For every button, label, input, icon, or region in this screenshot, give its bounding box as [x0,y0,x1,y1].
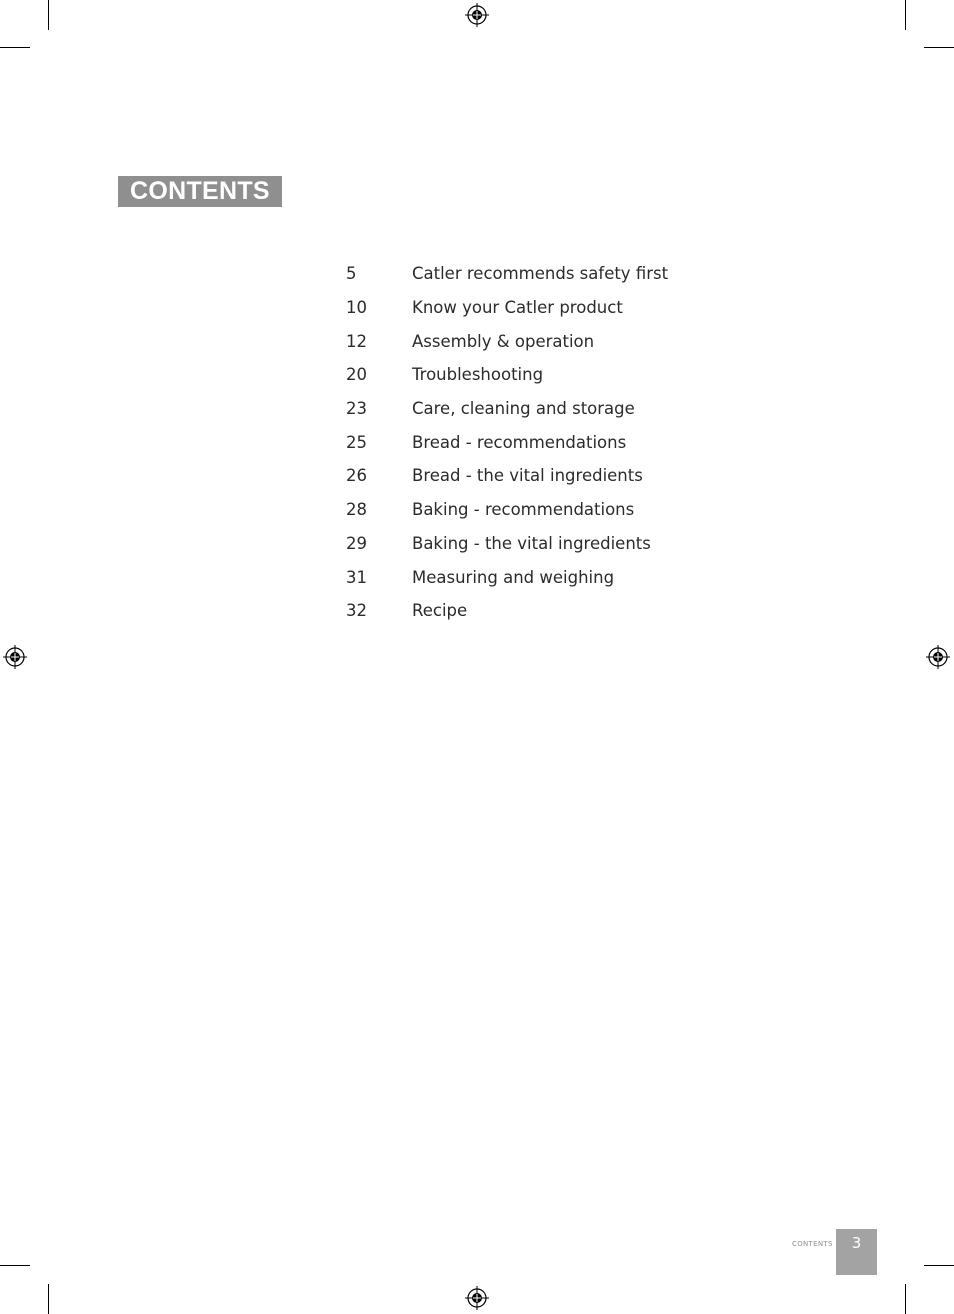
toc-page-number: 12 [346,331,367,351]
toc-entry[interactable] [346,358,668,392]
registration-mark-icon [464,1285,490,1311]
toc-entry[interactable] [346,324,668,358]
toc-page-number: 20 [346,365,367,385]
toc-entry[interactable] [346,493,668,527]
toc-entry[interactable] [346,392,668,426]
toc-entry[interactable] [346,257,668,291]
crop-mark-bottom-left-horizontal [0,1265,30,1266]
toc-title: Baking - the vital ingredients [412,533,651,553]
toc-page-number: 23 [346,399,367,419]
crop-mark-top-left-horizontal [0,47,30,48]
toc-title: Catler recommends safety first [412,264,669,284]
toc-page-number: 5 [346,264,357,284]
toc-page-number: 32 [346,601,367,621]
crop-mark-top-right-vertical [905,0,906,30]
toc-title: Assembly & operation [412,331,595,351]
toc-title: Care, cleaning and storage [412,399,635,419]
toc-title: Know your Catler product [412,298,623,318]
toc-page-number: 25 [346,432,367,452]
toc-title: Bread - the vital ingredients [412,466,643,486]
toc-title: Baking - recommendations [412,500,635,520]
footer-section-label: CONTENTS [792,1240,833,1248]
toc-title: Troubleshooting [412,365,544,385]
page-number-badge: 3 [836,1229,877,1275]
crop-mark-bottom-right-horizontal [924,1265,954,1266]
registration-mark-icon [2,644,28,670]
toc-entry[interactable] [346,560,668,594]
crop-mark-top-right-horizontal [924,47,954,48]
crop-mark-top-left-vertical [48,0,49,30]
toc-entry[interactable] [346,527,668,561]
registration-mark-icon [464,2,490,28]
toc-page-number: 29 [346,533,367,553]
toc-entry[interactable] [346,291,668,325]
toc-title: Measuring and weighing [412,567,615,587]
crop-mark-bottom-right-vertical [905,1284,906,1314]
toc-entry[interactable] [346,594,668,628]
toc-entry[interactable] [346,425,668,459]
toc-page-number: 10 [346,298,367,318]
toc-page-number: 31 [346,567,367,587]
crop-mark-bottom-left-vertical [48,1284,49,1314]
table-of-contents [346,257,668,628]
registration-mark-icon [925,644,951,670]
toc-entry[interactable] [346,459,668,493]
toc-page-number: 28 [346,500,367,520]
toc-title: Recipe [412,601,468,621]
toc-title: Bread - recommendations [412,432,627,452]
page-title: CONTENTS [118,176,282,207]
toc-page-number: 26 [346,466,367,486]
